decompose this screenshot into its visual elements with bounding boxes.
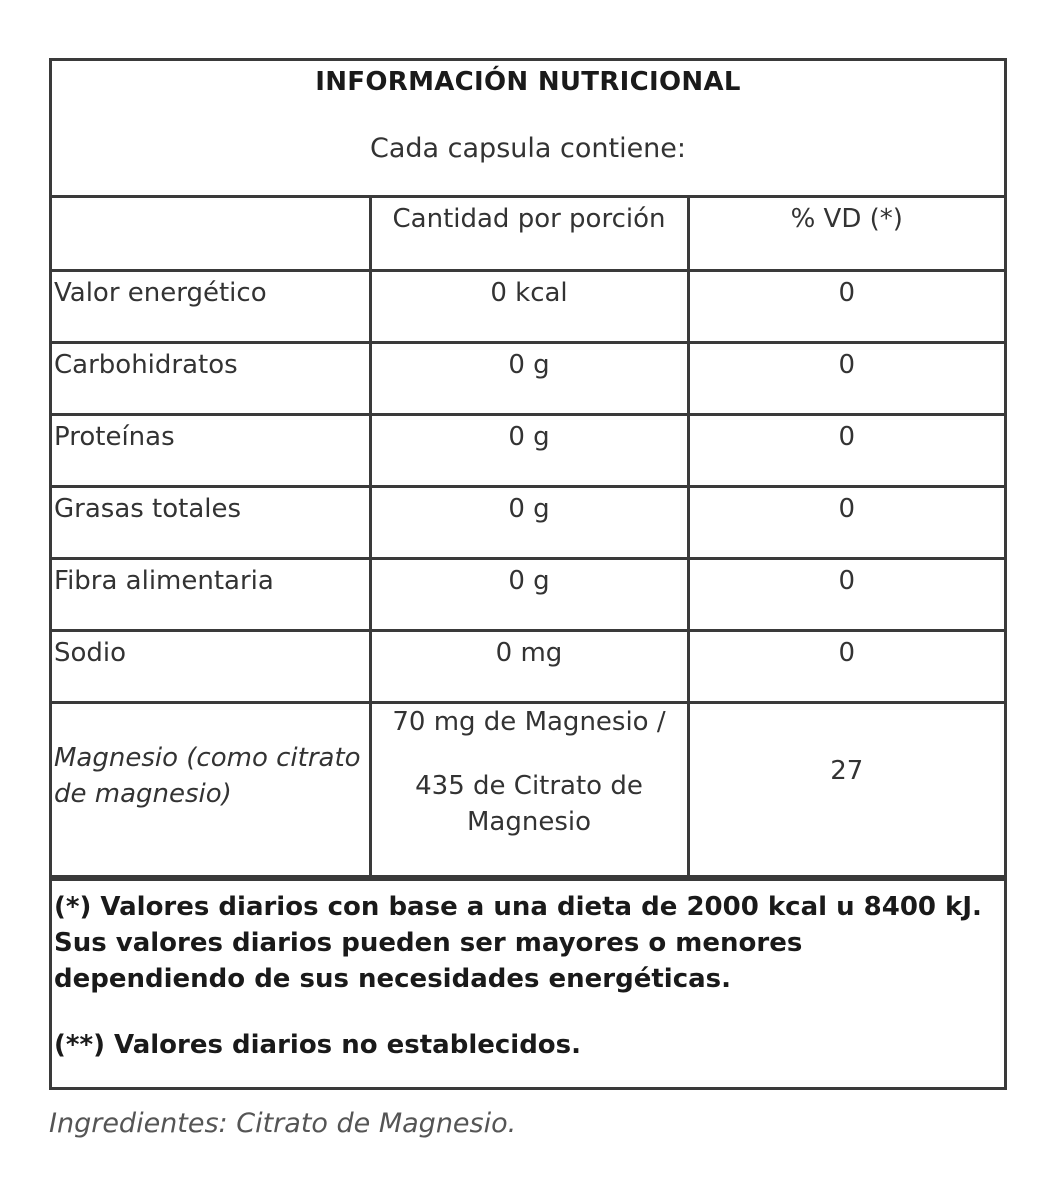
footnote-not-established: (**) Valores diarios no establecidos. (54, 1029, 582, 1060)
nutrient-amount: 0 mg (370, 630, 688, 702)
nutrient-vd: 0 (688, 486, 1004, 558)
column-header-vd: % VD (*) (688, 198, 1004, 270)
magnesium-name: Magnesio (como citrato de magnesio) (52, 702, 370, 876)
nutrient-vd: 0 (688, 558, 1004, 630)
magnesium-row (52, 702, 1004, 876)
nutrition-label (49, 58, 1007, 1090)
column-header-amount: Cantidad por porción (370, 198, 688, 270)
nutrient-name: Proteínas (52, 414, 370, 486)
table-row (52, 558, 1004, 630)
nutrient-vd: 0 (688, 270, 1004, 342)
label-title: INFORMACIÓN NUTRICIONAL (315, 67, 741, 97)
nutrient-name: Carbohidratos (52, 342, 370, 414)
nutrient-amount: 0 g (370, 342, 688, 414)
nutrient-name: Fibra alimentaria (52, 558, 370, 630)
ingredients-text: Ingredientes: Citrato de Magnesio. (49, 1108, 517, 1139)
label-subtitle: Cada capsula contiene: (370, 133, 686, 164)
table-row (52, 630, 1004, 702)
table-row (52, 270, 1004, 342)
footnote-daily-values: (*) Valores diarios con base a una dieta de 2000 kcal u 8400 kJ. Sus valores diarios pueden ser mayores o menores dependiendo de sus necesidades energéticas. (54, 891, 982, 994)
nutrient-amount: 0 g (370, 558, 688, 630)
magnesium-vd: 27 (688, 702, 1004, 876)
nutrient-vd: 0 (688, 342, 1004, 414)
nutrient-vd: 0 (688, 630, 1004, 702)
nutrient-amount: 0 g (370, 486, 688, 558)
footnotes (52, 878, 1004, 1088)
magnesium-amount (370, 702, 688, 876)
nutrient-name: Grasas totales (52, 486, 370, 558)
nutrition-table (52, 198, 1004, 878)
magnesium-amount-line1: 70 mg de Magnesio / (392, 706, 666, 737)
nutrient-vd: 0 (688, 414, 1004, 486)
table-row (52, 486, 1004, 558)
magnesium-amount-line2: 435 de Citrato de Magnesio (415, 770, 643, 837)
table-row (52, 414, 1004, 486)
table-row (52, 342, 1004, 414)
table-header-row (52, 198, 1004, 270)
nutrient-amount: 0 kcal (370, 270, 688, 342)
label-header (52, 61, 1004, 198)
column-header-nutrient (52, 198, 370, 270)
nutrient-amount: 0 g (370, 414, 688, 486)
nutrient-name: Valor energético (52, 270, 370, 342)
nutrient-name: Sodio (52, 630, 370, 702)
